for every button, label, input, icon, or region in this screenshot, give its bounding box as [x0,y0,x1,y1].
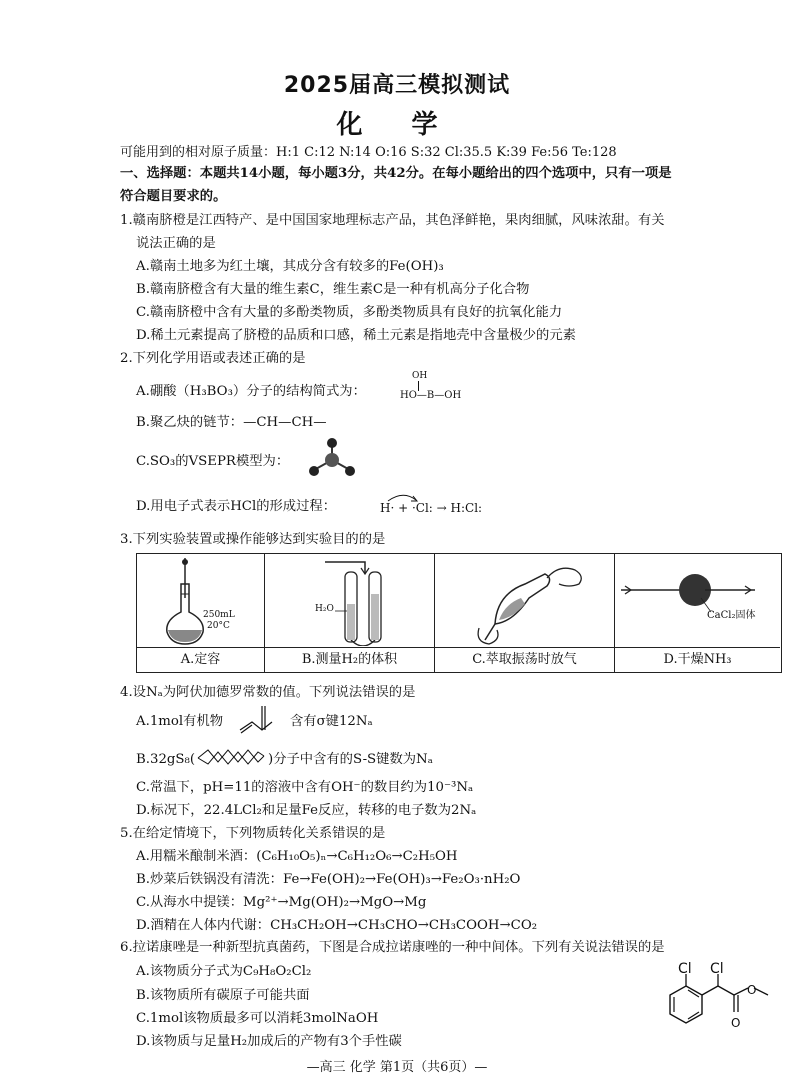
section1-instructions-2: 符合题目要求的。 [120,189,227,204]
q5-option-b: B.炒菜后铁锅没有清洗：Fe→Fe(OH)₂→Fe(OH)₃→Fe₂O₃·nH₂O [136,872,521,887]
cacl2-label: CaCl₂固体 [707,610,756,621]
q2-option-b: B.聚乙炔的链节：—CH—CH— [136,415,327,430]
flask-temperature-label: 20°C [207,621,230,631]
q6-option-c: C.1mol该物质最多可以消耗3molNaOH [136,1011,379,1026]
boric-acid-structure: HO—B—OH [400,390,462,401]
volumetric-flask-icon [137,554,263,646]
q5-option-a: A.用糯米酿制米酒：(C₆H₁₀O₅)ₙ→C₆H₁₂O₆→C₂H₅OH [136,849,458,864]
so3-vsepr-model-icon [306,438,358,480]
q3-cell-a [137,554,265,672]
q4-stem: 4.设Nₐ为阿伏加德罗常数的值。下列说法错误的是 [120,685,416,700]
q2-stem: 2.下列化学用语或表述正确的是 [120,351,306,366]
q1-option-c: C.赣南脐橙中含有大量的多酚类物质，多酚类物质具有良好的抗氧化能力 [136,305,563,320]
atomic-masses: 可能用到的相对原子质量：H:1 C:12 N:14 O:16 S:32 Cl:35.5 K:39 Fe:56 Te:128 [120,145,617,160]
section1-instructions-1: 一、选择题：本题共14小题，每小题3分，共42分。在每小题给出的四个选项中，只有一项是 [120,166,672,181]
q4-option-a-pre: A.1mol有机物 [136,714,224,729]
q3-cell-c [435,554,615,672]
q3-cell-b [265,554,435,672]
q1-option-d: D.稀土元素提高了脐橙的品质和口感，稀土元素是指地壳中含量极少的元素 [136,328,576,343]
carbonyl-oxygen-label: O [731,1016,741,1030]
boric-acid-oh-top: OH [412,371,428,381]
q3-label-d: D.干燥NH₃ [615,647,780,672]
subject-title: 化 学 [336,110,458,140]
exam-title: 2025届高三模拟测试 [283,73,511,98]
q4-option-c: C.常温下，pH=11的溶液中含有OH⁻的数目约为10⁻³Nₐ [136,780,474,795]
chlorine-chain-label: Cl [710,961,724,977]
q2-option-c: C.SO₃的VSEPR模型为： [136,454,290,469]
gas-burette-icon [265,554,433,646]
page-footer: —高三 化学 第1页（共6页）— [306,1060,488,1075]
hcl-formation-formula: H· + ·Cl: → H:Cl: [380,501,483,515]
boric-acid-bond-icon [417,381,420,391]
q4-option-a-post: 含有σ键12Nₐ [290,714,373,729]
ester-oxygen-label: O [747,983,757,997]
q1-option-a: A.赣南土地多为红土壤，其成分含有较多的Fe(OH)₃ [136,259,444,274]
q4-option-d: D.标况下，22.4LCl₂和足量Fe反应，转移的电子数为2Nₐ [136,803,477,818]
q3-stem: 3.下列实验装置或操作能够达到实验目的的是 [120,532,386,547]
q4-option-b-post: )分子中含有的S-S键数为Nₐ [268,752,433,767]
q3-label-a: A.定容 [137,647,264,672]
q6-stem: 6.拉诺康唑是一种新型抗真菌药，下图是合成拉诺康唑的一种中间体。下列有关说法错误的是 [120,940,665,955]
drying-tube-icon [615,554,778,646]
q6-option-b: B.该物质所有碳原子可能共面 [136,988,310,1003]
q3-label-b: B.测量H₂的体积 [265,647,434,672]
s8-ring-structure-icon [194,744,268,770]
chlorine-ring-label: Cl [678,961,692,977]
q1-stem-2: 说法正确的是 [136,236,216,251]
q6-option-d: D.该物质与足量H₂加成后的产物有3个手性碳 [136,1034,402,1049]
isoprene-structure-icon [238,702,284,736]
q3-label-c: C.萃取振荡时放气 [435,647,614,672]
q3-apparatus-table [136,553,782,673]
electron-transfer-arrow-icon [386,492,420,502]
q5-option-c: C.从海水中提镁：Mg²⁺→Mg(OH)₂→MgO→Mg [136,895,427,910]
q1-option-b: B.赣南脐橙含有大量的维生素C，维生素C是一种有机高分子化合物 [136,282,530,297]
water-label: H₂O [315,604,334,614]
q2-option-a: A.硼酸（H₃BO₃）分子的结构简式为： [136,384,366,399]
q4-option-b-pre: B.32gS₈( [136,752,196,767]
q5-option-d: D.酒精在人体内代谢：CH₃CH₂OH→CH₃CHO→CH₃COOH→CO₂ [136,918,538,933]
q1-stem-1: 1.赣南脐橙是江西特产、是中国国家地理标志产品，其色泽鲜艳，果肉细腻，风味浓甜。有关 [120,213,665,228]
q5-stem: 5.在给定情境下，下列物质转化关系错误的是 [120,826,386,841]
separatory-funnel-icon [435,554,613,646]
q2-option-d: D.用电子式表示HCl的形成过程： [136,499,336,514]
q3-cell-d [615,554,780,672]
flask-volume-label: 250mL [203,610,235,620]
q6-option-a: A.该物质分子式为C₉H₈O₂Cl₂ [136,964,312,979]
